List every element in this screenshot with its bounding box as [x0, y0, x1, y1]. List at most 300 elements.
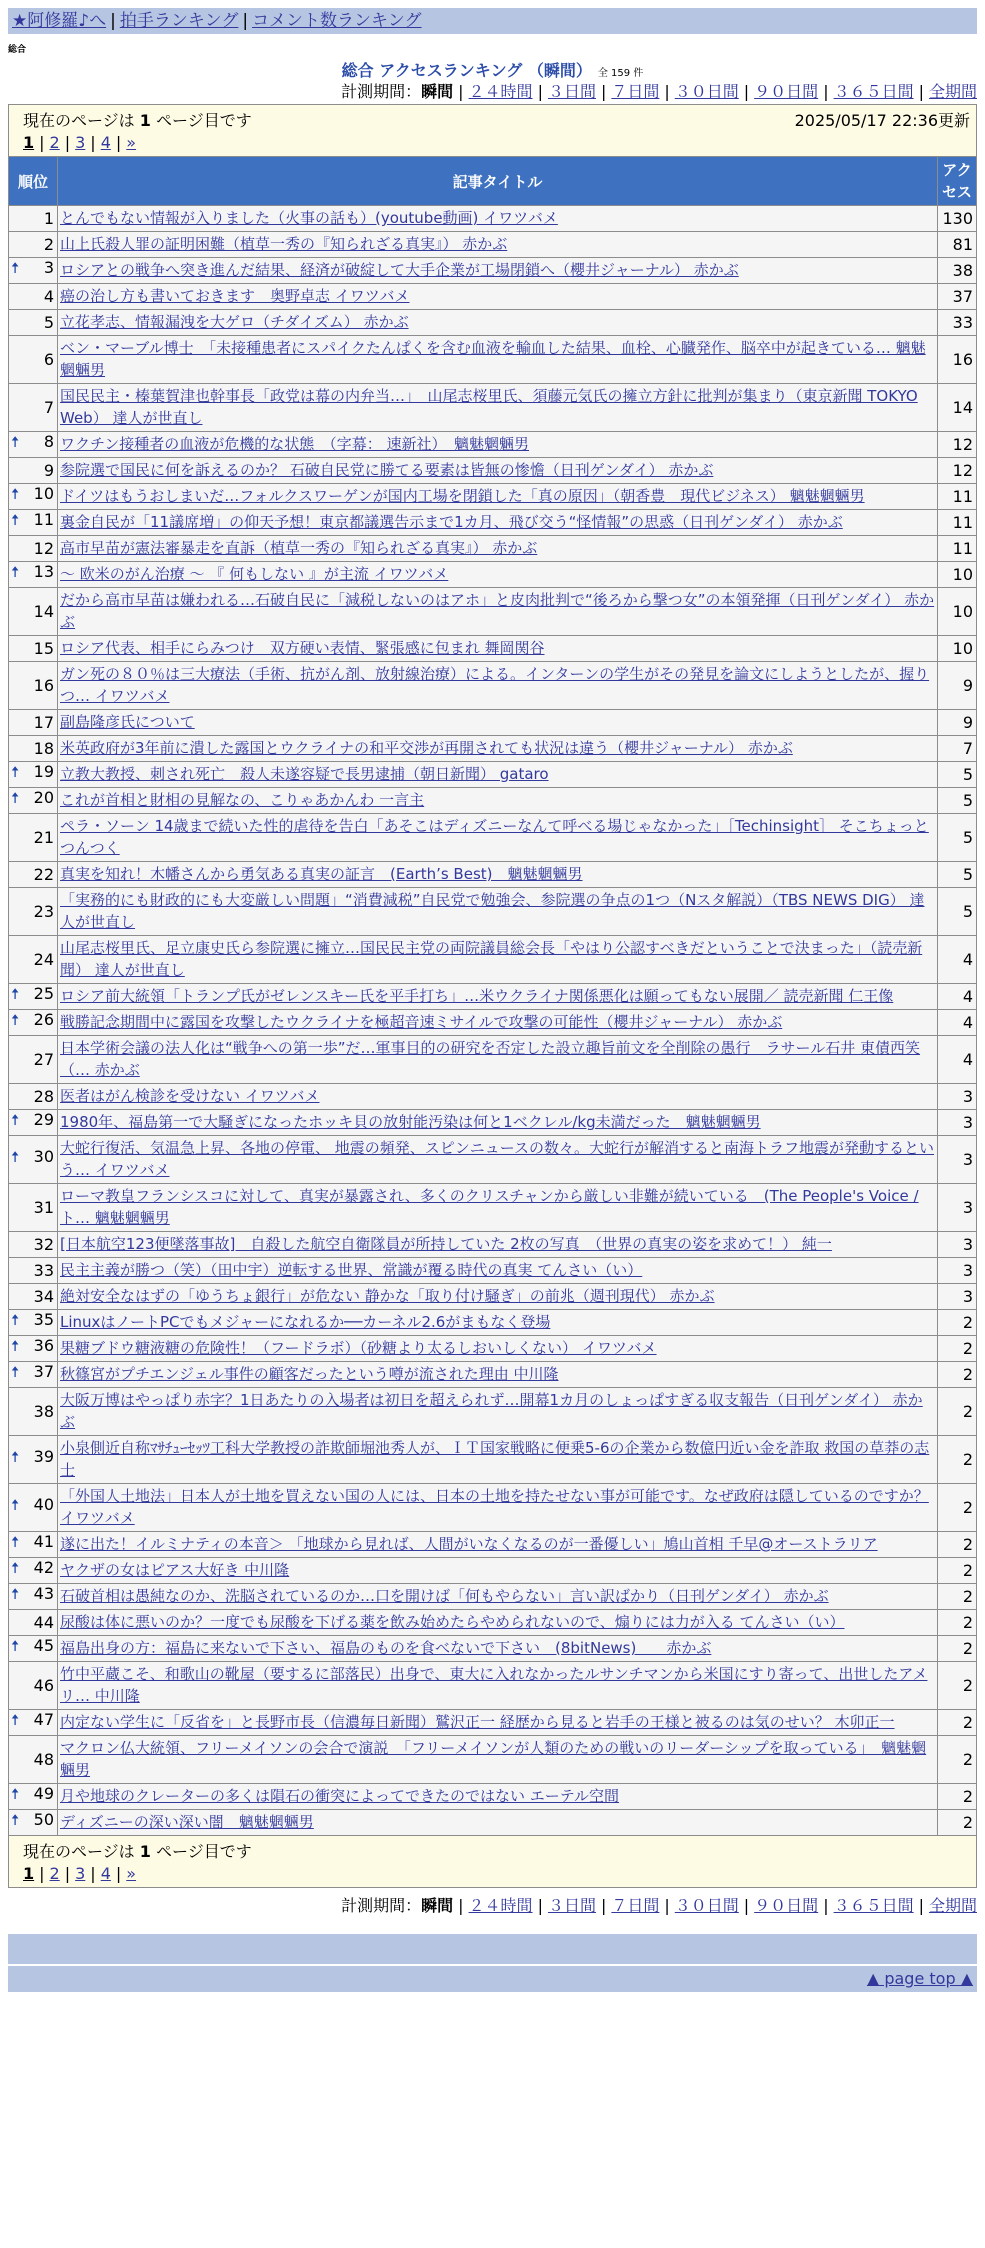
- period-separator: |: [743, 1896, 750, 1915]
- period-link-5[interactable]: ３６５日間: [833, 1896, 914, 1915]
- rank-cell: [9, 1036, 58, 1084]
- rank-cell: [9, 1558, 58, 1584]
- table-row: [9, 1436, 977, 1484]
- pagination-top: [23, 133, 970, 152]
- article-link[interactable]: 遂に出た！イルミナティの本音＞ 「地球から見れば、人間がいなくなるのが一番優しい」鳩山首相 千早@オーストラリア: [60, 1535, 878, 1553]
- article-link[interactable]: 1980年、福島第一で大騒ぎになったホッキ貝の放射能汚染は何と1ベクレル/kg未満だった 魑魅魍魎男: [60, 1113, 761, 1131]
- rank-cell: [9, 310, 58, 336]
- access-count: 3: [938, 1084, 977, 1110]
- title-cell: [58, 562, 938, 588]
- table-row: [9, 762, 977, 788]
- rank-cell: [9, 232, 58, 258]
- article-link[interactable]: 福島出身の方：福島に来ないで下さい、福島のものを食べないで下さい (8bitNews) 赤かぶ: [60, 1639, 712, 1657]
- rank-number: 17: [33, 713, 54, 732]
- period-link-1[interactable]: ３日間: [547, 82, 596, 101]
- rank-number: 45: [33, 1636, 54, 1655]
- title-cell: [58, 232, 938, 258]
- period-separator: |: [918, 82, 924, 101]
- period-separator: |: [823, 1896, 829, 1915]
- article-link[interactable]: 石破首相は愚純なのか、洗脳されているのか…口を開けば「何もやらない」言い訳ばかり（日刊ゲンダイ） 赤かぶ: [60, 1587, 829, 1605]
- period-separator: |: [664, 82, 670, 101]
- article-link[interactable]: ロシアとの戦争へ突き進んだ結果、経済が破綻して大手企業が工場閉鎖へ（櫻井ジャーナル） 赤かぶ: [60, 261, 739, 279]
- rank-cell: [9, 662, 58, 710]
- title-cell: [58, 1136, 938, 1184]
- access-count: 81: [938, 232, 977, 258]
- period-link-3[interactable]: ３０日間: [674, 82, 739, 101]
- rank-number: 38: [33, 1402, 54, 1421]
- access-count: 12: [938, 432, 977, 458]
- period-link-3[interactable]: ３０日間: [674, 1896, 739, 1915]
- article-link[interactable]: 果糖ブドウ糖液糖の危険性！（フードラボ）（砂糖より太るしおいしくない） イワツバメ: [60, 1339, 657, 1357]
- access-count: 2: [938, 1736, 977, 1784]
- rank-number: 28: [33, 1087, 54, 1106]
- rank-number: 31: [33, 1198, 54, 1217]
- comment-ranking-link[interactable]: コメント数ランキング: [252, 11, 422, 31]
- title-cell: [58, 788, 938, 814]
- page-link[interactable]: »: [126, 133, 137, 152]
- access-count: 3: [938, 1110, 977, 1136]
- period-link-2[interactable]: ７日間: [611, 82, 660, 101]
- rank-up-icon: 🠅: [11, 1533, 20, 1551]
- rank-number: 20: [33, 788, 54, 807]
- nav-separator: |: [242, 11, 249, 31]
- article-link[interactable]: 絶対安全なはずの「ゆうちょ銀行」が危ない 静かな「取り付け騒ぎ」の前兆（週刊現代） 赤かぶ: [60, 1287, 715, 1305]
- rank-cell: [9, 258, 58, 284]
- table-row: [9, 1610, 977, 1636]
- article-link[interactable]: ～ 欧米のがん治療 ～ 『 何もしない 』が主流 イワツバメ: [60, 565, 449, 583]
- rank-cell: [9, 536, 58, 562]
- page-top-bar: [8, 1966, 977, 1992]
- period-current: 瞬間: [421, 82, 454, 101]
- rank-up-icon: 🠅: [11, 511, 20, 529]
- rank-number: 44: [33, 1613, 54, 1632]
- article-link[interactable]: 日本学術会議の法人化は“戦争への第一歩”だ…軍事目的の研究を否定した設立趣旨前文を全削除の愚行 ラサール石井 東債西笑（… 赤かぶ: [60, 1039, 921, 1079]
- article-link[interactable]: [日本航空123便墜落事故] 自殺した航空自衛隊員が所持していた 2枚の写真 （世界の真実の姿を求めて！） 純一: [60, 1235, 832, 1253]
- top-nav-bar: [8, 8, 977, 34]
- current-page-text-bottom: 現在のページは 1 ページ目です: [23, 1842, 252, 1861]
- table-row: [9, 1710, 977, 1736]
- rank-cell: [9, 1736, 58, 1784]
- rank-up-icon: 🠅: [11, 1496, 20, 1514]
- article-link[interactable]: 「外国人土地法」日本人が土地を買えない国の人には、日本の土地を持たせない事が可能です。なぜ政府は隠しているのですか？ イワツバメ: [60, 1487, 929, 1527]
- access-count: 5: [938, 762, 977, 788]
- table-row: [9, 206, 977, 232]
- rank-number: 26: [33, 1010, 54, 1029]
- article-link[interactable]: ドイツはもうおしまいだ…フォルクスワーゲンが国内工場を閉鎖した「真の原因」（朝香豊 現代ビジネス） 魑魅魍魎男: [60, 487, 865, 505]
- table-row: [9, 1232, 977, 1258]
- rank-cell: [9, 984, 58, 1010]
- title-cell: [58, 1336, 938, 1362]
- rank-cell: [9, 1110, 58, 1136]
- rank-up-icon: 🠅: [11, 1711, 20, 1729]
- table-row: [9, 1258, 977, 1284]
- rank-number: 21: [33, 828, 54, 847]
- period-separator: |: [458, 1896, 464, 1915]
- page-current: 1: [23, 1864, 35, 1883]
- access-count: 2: [938, 1310, 977, 1336]
- title-cell: [58, 862, 938, 888]
- table-row: [9, 1184, 977, 1232]
- article-link[interactable]: 大阪万博はやっぱり赤字？1日あたりの入場者は初日を超えられず…開幕1カ月のしょっぱすぎる収支報告（日刊ゲンダイ） 赤かぶ: [60, 1391, 923, 1431]
- rank-number: 40: [33, 1495, 54, 1514]
- rank-cell: [9, 1532, 58, 1558]
- title-cell: [58, 384, 938, 432]
- access-count: 3: [938, 1258, 977, 1284]
- access-count: 4: [938, 936, 977, 984]
- article-link[interactable]: 米英政府が3年前に潰した露国とウクライナの和平交渉が再開されても状況は違う（櫻井ジャーナル） 赤かぶ: [60, 739, 793, 757]
- table-row: [9, 1484, 977, 1532]
- period-link-0[interactable]: ２４時間: [468, 1896, 533, 1915]
- article-link[interactable]: ディズニーの深い深い闇 魑魅魍魎男: [60, 1813, 314, 1831]
- article-link[interactable]: ベン・マーブル博士 「未接種患者にスパイクたんぱくを含む血液を輸血した結果、血栓、心臓発作、脳卒中が起きている… 魑魅魍魎男: [60, 339, 926, 379]
- table-row: [9, 1136, 977, 1184]
- access-count: 2: [938, 1388, 977, 1436]
- table-row: [9, 336, 977, 384]
- rank-up-icon: 🠅: [11, 1311, 20, 1329]
- rank-number: 23: [33, 902, 54, 921]
- table-row: [9, 1662, 977, 1710]
- title-cell: [58, 736, 938, 762]
- title-cell: [58, 1610, 938, 1636]
- rank-number: 22: [33, 865, 54, 884]
- page-link[interactable]: 2: [49, 133, 60, 152]
- table-row: [9, 862, 977, 888]
- rank-up-icon: 🠅: [11, 1559, 20, 1577]
- article-link[interactable]: 月や地球のクレーターの多くは隕石の衝突によってできたのではない エーテル空間: [60, 1787, 620, 1805]
- page-separator: |: [39, 1864, 45, 1883]
- title-cell: [58, 1436, 938, 1484]
- title-cell: [58, 206, 938, 232]
- title-cell: [58, 310, 938, 336]
- access-count: 14: [938, 384, 977, 432]
- title-cell: [58, 510, 938, 536]
- ranking-title: 総合 アクセスランキング （瞬間）: [341, 61, 592, 80]
- access-count: 37: [938, 284, 977, 310]
- page-separator: |: [39, 133, 45, 152]
- article-link[interactable]: ロシア前大統領「トランプ氏がゼレンスキー氏を平手打ち」…米ウクライナ関係悪化は願ってもない展開／ 読売新聞 仁王像: [60, 987, 894, 1005]
- title-cell: [58, 336, 938, 384]
- pagination-bottom: [23, 1864, 970, 1883]
- title-cell: [58, 984, 938, 1010]
- table-row: [9, 458, 977, 484]
- rank-cell: [9, 1610, 58, 1636]
- page-separator: |: [64, 1864, 71, 1883]
- title-cell: [58, 432, 938, 458]
- access-count: 4: [938, 1036, 977, 1084]
- rank-cell: [9, 710, 58, 736]
- rank-cell: [9, 862, 58, 888]
- table-row: [9, 1584, 977, 1610]
- rank-cell: [9, 814, 58, 862]
- period-link-6[interactable]: 全期間: [928, 82, 977, 101]
- access-count: 11: [938, 536, 977, 562]
- rank-up-icon: 🠅: [11, 789, 20, 807]
- page-link[interactable]: 4: [100, 133, 111, 152]
- rank-cell: [9, 336, 58, 384]
- rank-cell: [9, 432, 58, 458]
- rank-number: 7: [43, 398, 54, 417]
- period-label: 計測期間：: [341, 82, 422, 101]
- period-link-4[interactable]: ９０日間: [754, 82, 819, 101]
- period-selector-bottom: [8, 1894, 977, 1918]
- table-row: [9, 1362, 977, 1388]
- access-count: 3: [938, 1284, 977, 1310]
- rank-cell: [9, 1258, 58, 1284]
- clap-ranking-link[interactable]: 拍手ランキング: [119, 11, 239, 31]
- rank-number: 19: [33, 762, 54, 781]
- rank-number: 41: [33, 1532, 54, 1551]
- page-separator: |: [90, 133, 96, 152]
- page-link[interactable]: 3: [75, 1864, 86, 1883]
- table-row: [9, 562, 977, 588]
- page-link[interactable]: 3: [75, 133, 86, 152]
- article-link[interactable]: 秋篠宮がプチエンジェル事件の顧客だったという噂が流された理由 中川隆: [60, 1365, 559, 1383]
- total-count: 全 159 件: [597, 68, 644, 79]
- access-count: 4: [938, 984, 977, 1010]
- article-link[interactable]: 竹中平蔵こそ、和歌山の靴屋（要するに部落民）出身で、東大に入れなかったルサンチマンから米国にすり寄って、出世したアメリ… 中川隆: [60, 1665, 928, 1705]
- rank-cell: [9, 384, 58, 432]
- access-count: 4: [938, 1010, 977, 1036]
- title-cell: [58, 710, 938, 736]
- rank-number: 39: [33, 1447, 54, 1466]
- access-count: 2: [938, 1662, 977, 1710]
- rank-cell: [9, 1084, 58, 1110]
- rank-cell: [9, 1362, 58, 1388]
- rank-up-icon: 🠅: [11, 433, 20, 451]
- table-row: [9, 936, 977, 984]
- rank-up-icon: 🠅: [11, 1363, 20, 1381]
- rank-cell: [9, 762, 58, 788]
- rank-number: 2: [43, 235, 54, 254]
- title-cell: [58, 1532, 938, 1558]
- access-count: 10: [938, 562, 977, 588]
- period-separator: |: [664, 1896, 670, 1915]
- rank-up-icon: 🠅: [11, 1585, 20, 1603]
- rank-up-icon: 🠅: [11, 1148, 20, 1166]
- title-cell: [58, 936, 938, 984]
- article-link[interactable]: 国民民主・榛葉賀津也幹事長「政党は幕の内弁当…」 山尾志桜里氏、須藤元気氏の擁立方針に批判が集まり（東京新聞 TOKYO Web） 達人が世直し: [60, 387, 918, 427]
- article-link[interactable]: 戦勝記念期間中に露国を攻撃したウクライナを極超音速ミサイルで攻撃の可能性（櫻井ジャーナル） 赤かぶ: [60, 1013, 783, 1031]
- period-link-1[interactable]: ３日間: [547, 1896, 596, 1915]
- article-link[interactable]: とんでもない情報が入りました（火事の話も）(youtube動画) イワツバメ: [60, 209, 558, 227]
- home-link[interactable]: ★阿修羅♪へ: [12, 11, 107, 31]
- article-link[interactable]: ガン死の８０％は三大療法（手術、抗がん剤、放射線治療）による。インターンの学生がその発見を論文にしようとしたが、握りつ… イワツバメ: [60, 665, 930, 705]
- page-link[interactable]: 4: [100, 1864, 111, 1883]
- rank-up-icon: 🠅: [11, 985, 20, 1003]
- article-link[interactable]: 民主主義が勝つ（笑）（田中宇）逆転する世界、常識が覆る時代の真実 てんさい（い）: [60, 1261, 643, 1279]
- article-link[interactable]: 真実を知れ！木幡さんから勇気ある真実の証言 (Earth’s Best) 魑魅魍魎男: [60, 865, 583, 883]
- access-count: 33: [938, 310, 977, 336]
- article-link[interactable]: ヤクザの女はピアス大好き 中川隆: [60, 1561, 290, 1579]
- table-row: [9, 284, 977, 310]
- access-count: 2: [938, 1436, 977, 1484]
- rank-number: 47: [33, 1710, 54, 1729]
- access-count: 3: [938, 1184, 977, 1232]
- access-count: 2: [938, 1558, 977, 1584]
- rank-number: 33: [33, 1261, 54, 1280]
- page-link[interactable]: 2: [49, 1864, 60, 1883]
- title-cell: [58, 1736, 938, 1784]
- title-cell: [58, 1362, 938, 1388]
- rank-up-icon: 🠅: [11, 1637, 20, 1655]
- title-cell: [58, 588, 938, 636]
- table-row: [9, 1784, 977, 1810]
- period-label: 計測期間：: [341, 1896, 422, 1915]
- table-row: [9, 1336, 977, 1362]
- period-current: 瞬間: [421, 1896, 454, 1915]
- access-count: 7: [938, 736, 977, 762]
- title-cell: [58, 1636, 938, 1662]
- rank-cell: [9, 888, 58, 936]
- rank-number: 37: [33, 1362, 54, 1381]
- period-separator: |: [918, 1896, 924, 1915]
- access-count: 2: [938, 1710, 977, 1736]
- rank-up-icon: 🠅: [11, 1111, 20, 1129]
- rank-number: 49: [33, 1784, 54, 1803]
- rank-number: 34: [33, 1287, 54, 1306]
- period-selector-top: [8, 80, 977, 104]
- rank-number: 29: [33, 1110, 54, 1129]
- title-cell: [58, 636, 938, 662]
- title-cell: [58, 1310, 938, 1336]
- title-cell: [58, 1558, 938, 1584]
- article-link[interactable]: これが首相と財相の見解なの、こりゃあかんわ 一言主: [60, 791, 425, 809]
- article-link[interactable]: 参院選で国民に何を訴えるのか？ 石破自民党に勝てる要素は皆無の惨憺（日刊ゲンダイ） 赤かぶ: [60, 461, 714, 479]
- period-link-5[interactable]: ３６５日間: [833, 82, 914, 101]
- table-row: [9, 814, 977, 862]
- title-cell: [58, 1084, 938, 1110]
- article-link[interactable]: 副島隆彦氏について: [60, 713, 195, 731]
- rank-number: 42: [33, 1558, 54, 1577]
- table-row: [9, 1084, 977, 1110]
- rank-cell: [9, 1810, 58, 1836]
- rank-cell: [9, 1232, 58, 1258]
- table-row: [9, 588, 977, 636]
- access-count: 2: [938, 1532, 977, 1558]
- table-row: [9, 432, 977, 458]
- table-row: [9, 1388, 977, 1436]
- access-count: 2: [938, 1484, 977, 1532]
- rank-cell: [9, 1336, 58, 1362]
- access-count: 3: [938, 1232, 977, 1258]
- article-link[interactable]: 癌の治し方も書いておきます 奥野卓志 イワツバメ: [60, 287, 410, 305]
- article-link[interactable]: ローマ教皇フランシスコに対して、真実が暴露され、多くのクリスチャンから厳しい非難が続いている (The People's Voice / ト… 魑魅魍魎男: [60, 1187, 919, 1227]
- rank-cell: [9, 1136, 58, 1184]
- period-link-4[interactable]: ９０日間: [754, 1896, 819, 1915]
- article-link[interactable]: だから高市早苗は嫌われる…石破自民に「減税しないのはアホ」と皮肉批判で“後ろから撃つ女”の本領発揮（日刊ゲンダイ） 赤かぶ: [60, 591, 935, 631]
- article-link[interactable]: 高市早苗が憲法審暴走を直訴（植草一秀の『知られざる真実』） 赤かぶ: [60, 539, 538, 557]
- table-row: [9, 1310, 977, 1336]
- access-count: 11: [938, 484, 977, 510]
- article-link[interactable]: 「実務的にも財政的にも大変厳しい問題」“消費減税”自民党で勉強会、参院選の争点の1つ（Nスタ解説）（TBS NEWS DIG） 達人が世直し: [60, 891, 925, 931]
- rank-number: 1: [43, 209, 54, 228]
- rank-cell: [9, 1284, 58, 1310]
- article-link[interactable]: ワクチン接種者の血液が危機的な状態 （字幕： 速新社） 魑魅魍魎男: [60, 435, 530, 453]
- article-link[interactable]: 山上氏殺人罪の証明困難（植草一秀の『知られざる真実』） 赤かぶ: [60, 235, 508, 253]
- title-cell: [58, 1010, 938, 1036]
- title-cell: [58, 484, 938, 510]
- title-cell: [58, 1232, 938, 1258]
- rank-number: 36: [33, 1336, 54, 1355]
- rank-cell: [9, 1388, 58, 1436]
- rank-cell: [9, 484, 58, 510]
- title-cell: [58, 1284, 938, 1310]
- article-link[interactable]: マクロン仏大統領、フリーメイソンの会合で演説 「フリーメイソンが人類のための戦いのリーダーシップを取っている」 魑魅魍魎男: [60, 1739, 927, 1779]
- rank-cell: [9, 636, 58, 662]
- rank-up-icon: 🠅: [11, 259, 20, 277]
- rank-cell: [9, 788, 58, 814]
- column-header-rank: 順位: [9, 157, 58, 206]
- title-cell: [58, 1036, 938, 1084]
- article-link[interactable]: 尿酸は体に悪いのか？一度でも尿酸を下げる薬を飲み始めたらやめられないので、煽りには力が入る てんさい（い）: [60, 1613, 845, 1631]
- page-info-top: [9, 105, 977, 157]
- rank-cell: [9, 1010, 58, 1036]
- rank-number: 16: [33, 676, 54, 695]
- rank-number: 10: [33, 484, 54, 503]
- rank-number: 35: [33, 1310, 54, 1329]
- access-count: 10: [938, 588, 977, 636]
- access-count: 11: [938, 510, 977, 536]
- access-count: 2: [938, 1584, 977, 1610]
- rank-number: 30: [33, 1147, 54, 1166]
- period-link-2[interactable]: ７日間: [611, 1896, 660, 1915]
- article-link[interactable]: ペラ・ソーン 14歳まで続いた性的虐待を告白「あそこはディズニーなんて呼べる場じゃなかった」［Techinsight］ そこちょっとつんつく: [60, 817, 929, 857]
- page-top-link[interactable]: ▲ page top ▲: [866, 1969, 973, 1988]
- rank-number: 9: [43, 461, 54, 480]
- period-separator: |: [743, 82, 750, 101]
- title-cell: [58, 258, 938, 284]
- table-row: [9, 536, 977, 562]
- title-cell: [58, 762, 938, 788]
- rank-up-icon: 🠅: [11, 1448, 20, 1466]
- article-link[interactable]: 大蛇行復活、気温急上昇、各地の停電、 地震の頻発、スピンニュースの数々。大蛇行が解消すると南海トラフ地震が発動するという… イワツバメ: [60, 1139, 935, 1179]
- page-current: 1: [23, 133, 35, 152]
- article-link[interactable]: LinuxはノートPCでもメジャーになれるか──カーネル2.6がまもなく登場: [60, 1313, 551, 1331]
- article-link[interactable]: 内定ない学生に「反省を」と長野市長（信濃毎日新聞）鷲沢正一 経歴から見ると岩手の王様と被るのは気のせい？ 木卯正一: [60, 1713, 895, 1731]
- rank-cell: [9, 936, 58, 984]
- article-link[interactable]: 立花孝志、情報漏洩を大ゲロ（チダイズム） 赤かぶ: [60, 313, 409, 331]
- page-info-bottom: [9, 1836, 977, 1888]
- article-link[interactable]: 山尾志桜里氏、足立康史氏ら参院選に擁立…国民民主党の両院議員総会長「やはり公認すべきだということで決まった」（読売新聞） 達人が世直し: [60, 939, 923, 979]
- title-cell: [58, 536, 938, 562]
- rank-cell: [9, 206, 58, 232]
- article-link[interactable]: 裏金自民が「11議席増」の仰天予想！東京都議選告示まで1カ月、飛び交う“怪情報”の思惑（日刊ゲンダイ） 赤かぶ: [60, 513, 843, 531]
- table-row: [9, 510, 977, 536]
- title-cell: [58, 1110, 938, 1136]
- page-link[interactable]: »: [126, 1864, 137, 1883]
- rank-up-icon: 🠅: [11, 1011, 20, 1029]
- table-row: [9, 1010, 977, 1036]
- article-link[interactable]: 医者はがん検診を受けない イワツバメ: [60, 1087, 320, 1105]
- table-row: [9, 1810, 977, 1836]
- period-link-6[interactable]: 全期間: [928, 1896, 977, 1915]
- article-link[interactable]: ロシア代表、相手にらみつけ 双方硬い表情、緊張感に包まれ 舞岡関谷: [60, 639, 545, 657]
- period-link-0[interactable]: ２４時間: [468, 82, 533, 101]
- access-count: 2: [938, 1810, 977, 1836]
- ranking-table: [8, 104, 977, 1888]
- article-link[interactable]: 小泉側近自称ﾏｻﾁｭｰｾｯﾂ工科大学教授の詐欺師堀池秀人が、ＩＴ国家戦略に便乗5-6の企業から数億円近い金を詐取 救国の草莽の志士: [60, 1439, 930, 1479]
- access-count: 130: [938, 206, 977, 232]
- article-link[interactable]: 立教大教授、刺され死亡 殺人未遂容疑で長男逮捕（朝日新聞） gataro: [60, 765, 549, 783]
- page-separator: |: [115, 133, 122, 152]
- access-count: 9: [938, 662, 977, 710]
- access-count: 3: [938, 1136, 977, 1184]
- period-separator: |: [537, 1896, 543, 1915]
- table-row: [9, 636, 977, 662]
- page-separator: |: [90, 1864, 96, 1883]
- table-row: [9, 1558, 977, 1584]
- title-cell: [58, 888, 938, 936]
